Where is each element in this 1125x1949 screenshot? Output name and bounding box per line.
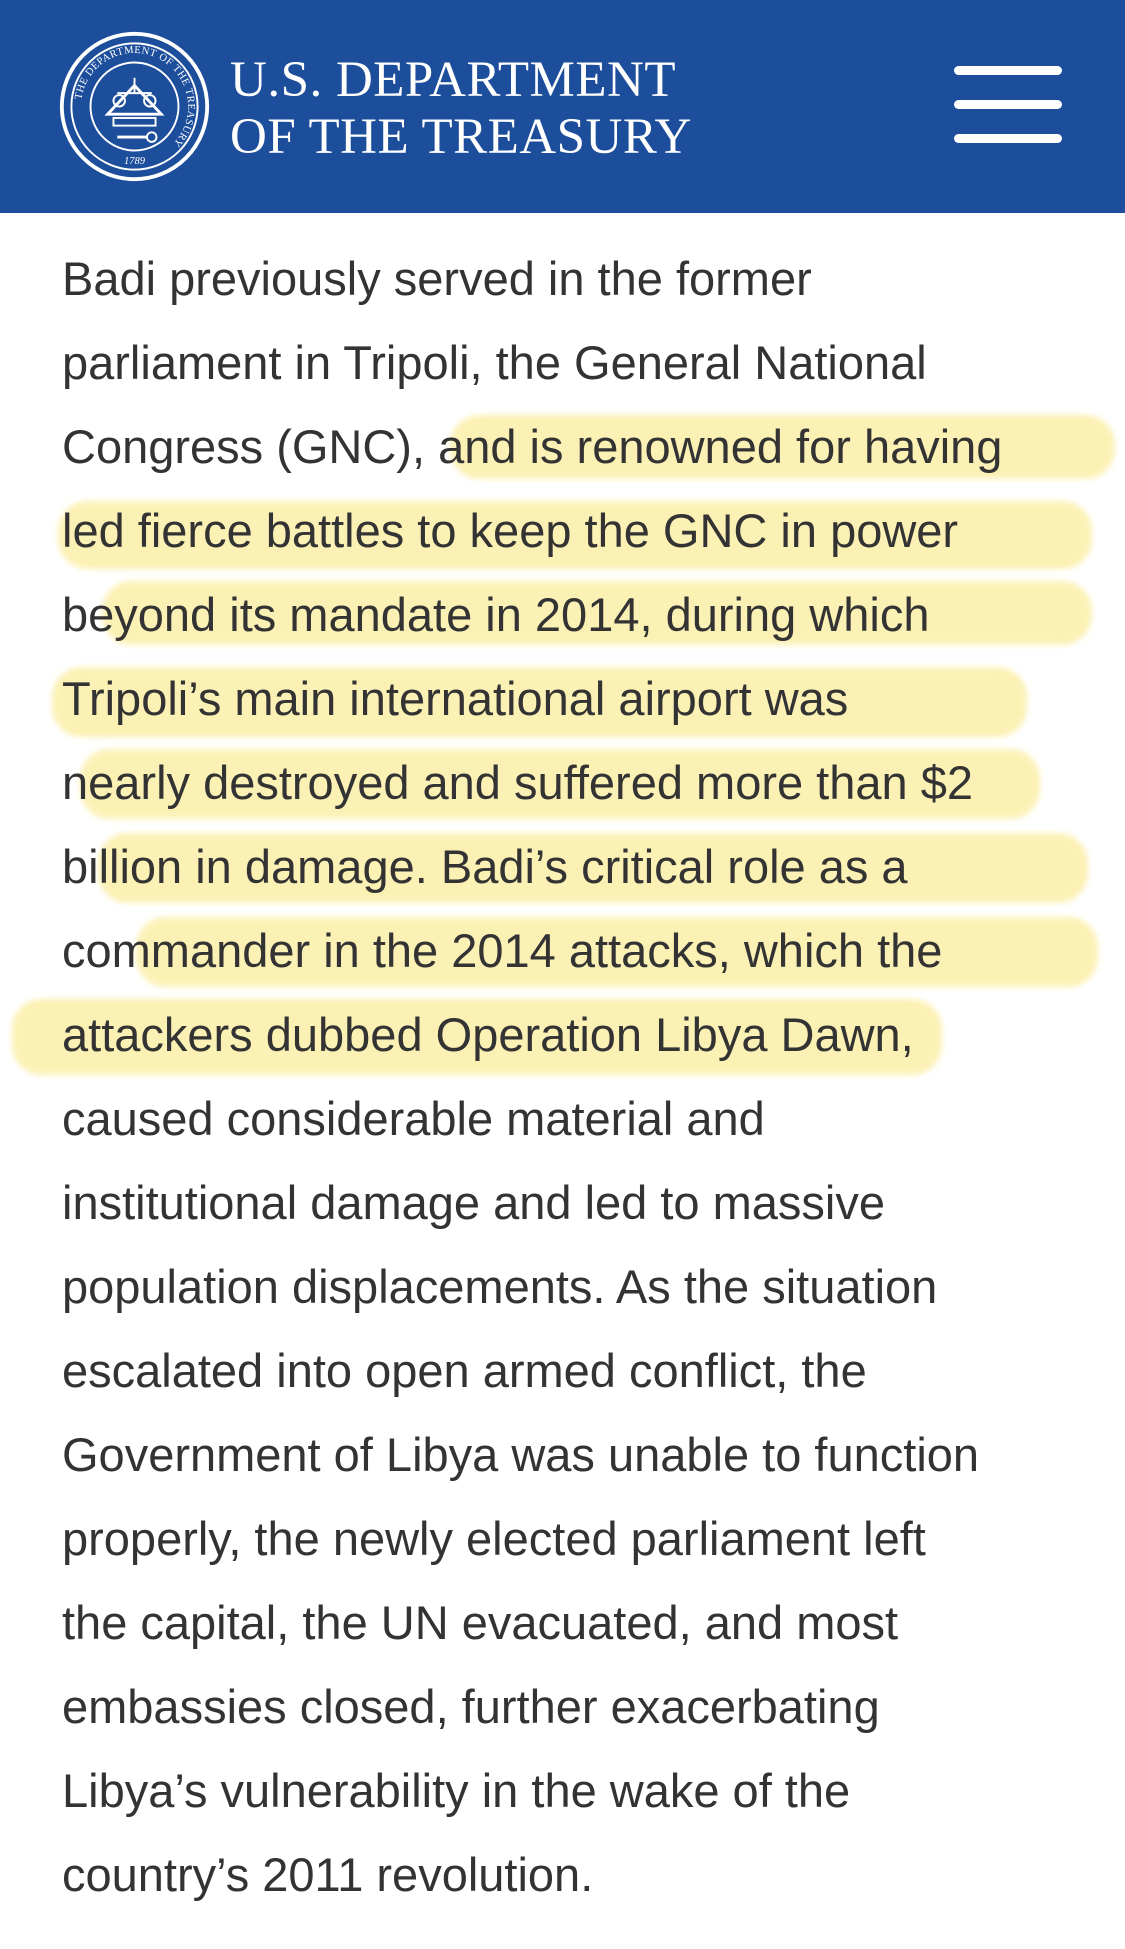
article-line-4: led fierce battles to keep the GNC in power xyxy=(62,489,1082,573)
article-line-13: population displacements. As the situation xyxy=(62,1260,938,1313)
article-line-12: institutional damage and led to massive xyxy=(62,1176,885,1229)
article-line-5: beyond its mandate in 2014, during which xyxy=(62,573,1082,657)
article-line-10: attackers dubbed Operation Libya Dawn, xyxy=(62,993,1082,1077)
site-header xyxy=(0,0,1125,213)
article-line-18: embassies closed, further exacerbating xyxy=(62,1680,880,1733)
article-line-7: nearly destroyed and suffered more than $2 xyxy=(62,741,1082,825)
article-line-2: parliament in Tripoli, the General National xyxy=(62,336,927,389)
site-title-line2: OF THE TREASURY xyxy=(230,109,692,165)
article-line-11: caused considerable material and xyxy=(62,1092,765,1145)
article-line-9: commander in the 2014 attacks, which the xyxy=(62,909,1082,993)
seal-year: 1789 xyxy=(124,155,145,167)
article-line-17: the capital, the UN evacuated, and most xyxy=(62,1596,899,1649)
article-line-14: escalated into open armed conflict, the xyxy=(62,1344,867,1397)
article-body xyxy=(62,237,1082,1917)
article-line-3: Congress (GNC), and is renowned for having xyxy=(62,405,1082,489)
treasury-seal-logo[interactable] xyxy=(58,30,211,183)
article-line-15: Government of Libya was unable to function xyxy=(62,1428,980,1481)
article-line-1: Badi previously served in the former xyxy=(62,252,812,305)
article-line-6: Tripoli’s main international airport was xyxy=(62,657,1082,741)
seal-text: THE DEPARTMENT OF THE TREASURY xyxy=(73,44,197,150)
article-line-8: billion in damage. Badi’s critical role as a xyxy=(62,825,1082,909)
menu-button[interactable] xyxy=(950,66,1066,144)
site-title-line1: U.S. DEPARTMENT xyxy=(230,52,677,108)
article-line-16: properly, the newly elected parliament left xyxy=(62,1512,926,1565)
site-title[interactable] xyxy=(230,52,692,166)
article-line-20: country’s 2011 revolution. xyxy=(62,1848,594,1901)
article-line-19: Libya’s vulnerability in the wake of the xyxy=(62,1764,851,1817)
